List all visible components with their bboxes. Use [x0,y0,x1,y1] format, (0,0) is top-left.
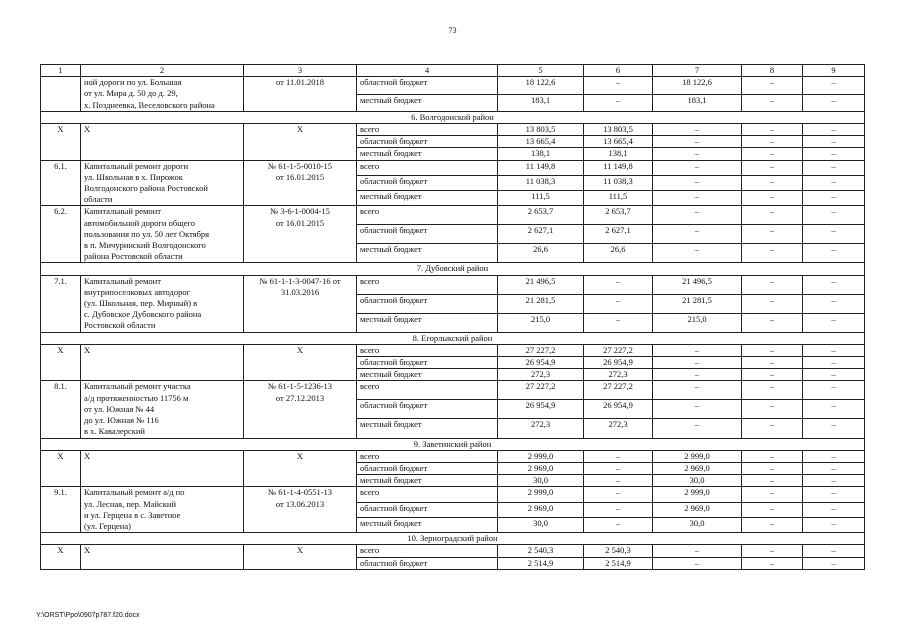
amount-col7: – [653,136,742,148]
amount-col9: – [803,450,865,462]
object-name-text: Х [84,450,91,461]
funding-source: всего [357,275,498,294]
total-amount: 2 999,0 [498,487,584,502]
amount-col8: – [742,357,803,369]
column-number-row [41,65,865,77]
funding-source: всего [357,344,498,356]
amount-col6: – [584,487,653,502]
amount-col9: – [803,313,865,332]
document-reference-text: № 61-1-4-0551-13 от 13.06.2013 [267,487,333,509]
amount-col9: – [803,206,865,225]
column-number: 3 [244,65,357,77]
amount-col6: 2 627,1 [584,225,653,244]
district-section-title: 9. Заветинский район [41,438,865,450]
amount-col8: – [742,244,803,263]
amount-col7: – [653,244,742,263]
table-row [41,545,865,557]
object-name [81,450,244,487]
object-name-text: Х [84,124,91,135]
amount-col8: – [742,175,803,190]
document-reference-text: Х [296,344,304,355]
object-name [81,344,244,381]
total-amount: 13 665,4 [498,136,584,148]
item-number: 6.2. [41,206,81,263]
amount-col9: – [803,136,865,148]
amount-col7: – [653,344,742,356]
amount-col8: – [742,344,803,356]
item-number: Х [41,344,81,381]
total-amount: 138,1 [498,148,584,160]
amount-col9: – [803,557,865,569]
amount-col6: 11 149,8 [584,160,653,175]
total-amount: 11 038,3 [498,175,584,190]
amount-col8: – [742,94,803,111]
amount-col6: 13 803,5 [584,124,653,136]
amount-col6: 26,6 [584,244,653,263]
funding-source: местный бюджет [357,191,498,206]
budget-table [40,64,865,570]
amount-col7: – [653,557,742,569]
district-section-row [41,332,865,344]
item-number: 6.1. [41,160,81,206]
document-reference [244,77,357,112]
funding-source: областной бюджет [357,136,498,148]
amount-col8: – [742,487,803,502]
object-name-text: Х [84,344,91,355]
amount-col6: 138,1 [584,148,653,160]
amount-col8: – [742,206,803,225]
amount-col7: – [653,419,742,438]
amount-col8: – [742,275,803,294]
total-amount: 30,0 [498,475,584,487]
amount-col7: 215,0 [653,313,742,332]
amount-col9: – [803,419,865,438]
amount-col9: – [803,94,865,111]
total-amount: 26 954,9 [498,400,584,419]
funding-source: местный бюджет [357,517,498,532]
amount-col6: 2 540,3 [584,545,653,557]
amount-col6: – [584,275,653,294]
document-reference [244,160,357,206]
column-number: 4 [357,65,498,77]
amount-col7: 2 999,0 [653,487,742,502]
total-amount: 21 281,5 [498,294,584,313]
amount-col9: – [803,357,865,369]
total-amount: 13 803,5 [498,124,584,136]
total-amount: 18 122,6 [498,77,584,94]
object-name [81,206,244,263]
amount-col6: 26 954,9 [584,357,653,369]
amount-col7: – [653,225,742,244]
document-reference-text: № 61-1-5-0010-15 от 16.01.2015 [267,160,333,182]
object-name [81,124,244,161]
amount-col6: – [584,475,653,487]
funding-source: областной бюджет [357,462,498,474]
amount-col7: – [653,400,742,419]
object-name-text: ной дороги по ул. Большая от ул. Мира д. 50 до д. 29, х. Позднеевка, Веселовского района [84,77,215,110]
amount-col9: – [803,369,865,381]
amount-col9: – [803,148,865,160]
district-section-title: 10. Зерноградский район [41,533,865,545]
document-reference [244,545,357,569]
funding-source: местный бюджет [357,244,498,263]
amount-col6: 27 227,2 [584,344,653,356]
total-amount: 11 149,8 [498,160,584,175]
total-amount: 30,0 [498,517,584,532]
object-name-text: Капитальный ремонт участка а/д протяженностью 11756 м от ул. Южная № 44 до ул. Южная № 116 в х. Кавалерский [84,381,191,437]
amount-col7: 30,0 [653,517,742,532]
amount-col7: 183,1 [653,94,742,111]
amount-col7: – [653,545,742,557]
column-number: 2 [81,65,244,77]
total-amount: 215,0 [498,313,584,332]
amount-col9: – [803,517,865,532]
table-body [41,65,865,570]
amount-col7: – [653,160,742,175]
amount-col9: – [803,400,865,419]
document-reference [244,275,357,332]
amount-col9: – [803,475,865,487]
column-number: 1 [41,65,81,77]
file-path-footer: Y:\ORST\Ppo\0907p787.f20.docx [36,612,140,619]
table-row [41,450,865,462]
amount-col7: – [653,148,742,160]
amount-col7: 21 496,5 [653,275,742,294]
total-amount: 26 954,9 [498,357,584,369]
funding-source: местный бюджет [357,419,498,438]
total-amount: 2 969,0 [498,462,584,474]
amount-col7: 18 122,6 [653,77,742,94]
total-amount: 272,3 [498,419,584,438]
amount-col6: – [584,94,653,111]
amount-col8: – [742,369,803,381]
amount-col8: – [742,124,803,136]
amount-col6: – [584,450,653,462]
amount-col6: 11 038,3 [584,175,653,190]
amount-col6: – [584,313,653,332]
amount-col6: 26 954,9 [584,400,653,419]
amount-col7: 30,0 [653,475,742,487]
document-reference [244,124,357,161]
funding-source: всего [357,381,498,400]
funding-source: всего [357,124,498,136]
object-name-text: Х [84,545,91,556]
table-row [41,160,865,175]
funding-source: всего [357,545,498,557]
funding-source: областной бюджет [357,77,498,94]
funding-source: всего [357,206,498,225]
document-reference [244,381,357,438]
amount-col8: – [742,160,803,175]
item-number: 9.1. [41,487,81,533]
funding-source: всего [357,160,498,175]
object-name [81,77,244,112]
amount-col9: – [803,77,865,94]
column-number: 6 [584,65,653,77]
column-number: 8 [742,65,803,77]
amount-col7: 21 281,5 [653,294,742,313]
table-row [41,381,865,400]
total-amount: 2 540,3 [498,545,584,557]
funding-source: областной бюджет [357,225,498,244]
amount-col7: – [653,191,742,206]
district-section-title: 7. Дубовский район [41,263,865,275]
total-amount: 2 627,1 [498,225,584,244]
funding-source: областной бюджет [357,294,498,313]
table-row [41,487,865,502]
district-section-title: 8. Егорлыкский район [41,332,865,344]
amount-col7: – [653,206,742,225]
item-number: 7.1. [41,275,81,332]
total-amount: 27 227,2 [498,381,584,400]
amount-col9: – [803,344,865,356]
document-reference-text: Х [296,545,304,556]
table-row [41,344,865,356]
total-amount: 2 514,9 [498,557,584,569]
object-name [81,275,244,332]
total-amount: 27 227,2 [498,344,584,356]
amount-col9: – [803,175,865,190]
amount-col8: – [742,136,803,148]
funding-source: местный бюджет [357,475,498,487]
amount-col9: – [803,225,865,244]
column-number: 7 [653,65,742,77]
item-number [41,77,81,112]
amount-col9: – [803,191,865,206]
document-reference-text: Х [296,450,304,461]
amount-col8: – [742,545,803,557]
district-section-row [41,438,865,450]
funding-source: областной бюджет [357,400,498,419]
funding-source: областной бюджет [357,502,498,517]
amount-col9: – [803,124,865,136]
item-number: Х [41,545,81,569]
amount-col7: 2 999,0 [653,450,742,462]
object-name-text: Капитальный ремонт внутрипоселковых автодорог (ул. Школьная, пер. Мирный) в с. Дубовское Дубовского района Ростовской области [84,275,202,331]
document-reference-text: Х [296,124,304,135]
amount-col9: – [803,487,865,502]
amount-col8: – [742,517,803,532]
district-section-title: 6. Волгодонской район [41,111,865,123]
amount-col8: – [742,225,803,244]
amount-col9: – [803,462,865,474]
amount-col8: – [742,77,803,94]
amount-col6: 13 665,4 [584,136,653,148]
amount-col6: 272,3 [584,419,653,438]
amount-col9: – [803,381,865,400]
total-amount: 2 969,0 [498,502,584,517]
amount-col9: – [803,545,865,557]
table-row [41,206,865,225]
funding-source: всего [357,450,498,462]
table-row [41,77,865,94]
amount-col6: 111,5 [584,191,653,206]
item-number: Х [41,124,81,161]
object-name [81,487,244,533]
amount-col8: – [742,450,803,462]
funding-source: всего [357,487,498,502]
total-amount: 111,5 [498,191,584,206]
amount-col7: – [653,124,742,136]
total-amount: 272,3 [498,369,584,381]
amount-col8: – [742,419,803,438]
funding-source: местный бюджет [357,313,498,332]
amount-col8: – [742,400,803,419]
amount-col6: 2 514,9 [584,557,653,569]
object-name [81,381,244,438]
total-amount: 183,1 [498,94,584,111]
amount-col9: – [803,502,865,517]
total-amount: 21 496,5 [498,275,584,294]
object-name-text: Капитальный ремонт автомобильной дороги общего пользования по ул. 50 лет Октября в п. Мичуринский Волгодонского района Ростовской области [84,206,210,262]
document-reference-text: № 61-1-1-3-0047-16 от 31.03.2016 [259,275,341,297]
document-reference [244,206,357,263]
document-reference [244,487,357,533]
object-name-text: Капитальный ремонт дороги ул. Школьная в х. Пирожок Волгодонского района Ростовской области [84,160,208,205]
amount-col6: – [584,462,653,474]
amount-col6: – [584,294,653,313]
object-name [81,545,244,569]
amount-col6: – [584,502,653,517]
amount-col9: – [803,275,865,294]
document-reference-text: от 11.01.2018 [276,77,324,88]
amount-col6: – [584,517,653,532]
total-amount: 26,6 [498,244,584,263]
funding-source: местный бюджет [357,94,498,111]
amount-col7: 2 969,0 [653,462,742,474]
amount-col8: – [742,148,803,160]
funding-source: областной бюджет [357,557,498,569]
item-number: Х [41,450,81,487]
amount-col9: – [803,244,865,263]
district-section-row [41,533,865,545]
amount-col7: – [653,175,742,190]
document-reference-text: № 61-1-5-1236-13 от 27.12.2013 [267,381,333,403]
funding-source: местный бюджет [357,148,498,160]
amount-col8: – [742,462,803,474]
table-row [41,275,865,294]
amount-col8: – [742,191,803,206]
document-reference-text: № 3-6-1-0004-15 от 16.01.2015 [270,206,330,228]
amount-col8: – [742,381,803,400]
amount-col7: – [653,357,742,369]
column-number: 9 [803,65,865,77]
funding-source: областной бюджет [357,175,498,190]
amount-col9: – [803,160,865,175]
document-reference [244,344,357,381]
amount-col6: 272,3 [584,369,653,381]
amount-col6: 27 227,2 [584,381,653,400]
amount-col7: – [653,369,742,381]
district-section-row [41,111,865,123]
total-amount: 2 653,7 [498,206,584,225]
document-reference [244,450,357,487]
amount-col7: 2 969,0 [653,502,742,517]
amount-col6: 2 653,7 [584,206,653,225]
funding-source: областной бюджет [357,357,498,369]
amount-col6: – [584,77,653,94]
amount-col8: – [742,313,803,332]
funding-source: местный бюджет [357,369,498,381]
district-section-row [41,263,865,275]
object-name [81,160,244,206]
amount-col8: – [742,475,803,487]
amount-col8: – [742,557,803,569]
amount-col8: – [742,294,803,313]
object-name-text: Капитальный ремонт а/д по ул. Лесная, пер. Майский и ул. Герцена в с. Заветное (ул. Герцена) [84,487,185,531]
column-number: 5 [498,65,584,77]
item-number: 8.1. [41,381,81,438]
amount-col7: – [653,381,742,400]
page-number: 73 [448,26,457,35]
amount-col9: – [803,294,865,313]
total-amount: 2 999,0 [498,450,584,462]
table-row [41,124,865,136]
amount-col8: – [742,502,803,517]
